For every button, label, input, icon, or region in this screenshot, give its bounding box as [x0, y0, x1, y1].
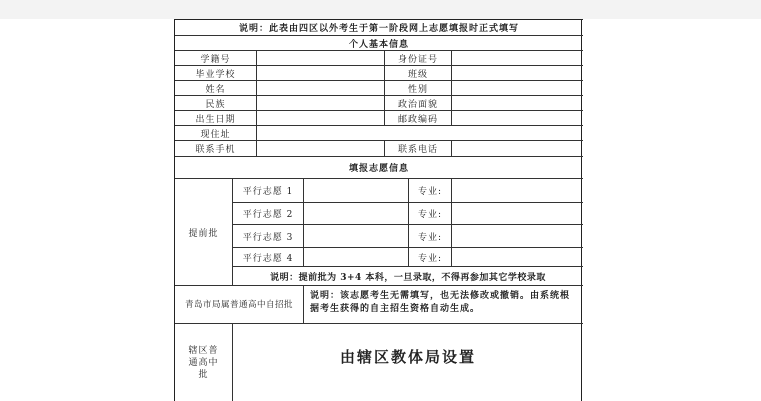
choice-3-major-label: 专业: [409, 225, 452, 248]
form-instruction: 说明：此表由四区以外考生于第一阶段网上志愿填报时正式填写 [175, 19, 583, 36]
choice-3-school[interactable] [304, 225, 409, 248]
label-phone: 联系电话 [385, 141, 452, 157]
value-id-number[interactable] [452, 51, 583, 66]
label-mobile: 联系手机 [175, 141, 257, 157]
section-title-wishes: 填报志愿信息 [175, 157, 583, 179]
value-address[interactable] [257, 126, 583, 141]
label-school: 毕业学校 [175, 66, 257, 81]
choice-4-school[interactable] [304, 248, 409, 267]
choice-2-label: 平行志愿 2 [233, 203, 304, 225]
value-class[interactable] [452, 66, 583, 81]
choice-1-major-label: 专业: [409, 179, 452, 203]
viewer-top-bar [0, 0, 761, 19]
value-phone[interactable] [452, 141, 583, 157]
self-recruit-note: 说明：该志愿考生无需填写，也无法修改或撤销。由系统根据考生获得的自主招生资格自动生成。 [304, 286, 583, 324]
value-mobile[interactable] [257, 141, 385, 157]
label-district-batch: 辖区普通高中批 [175, 324, 233, 401]
form-table [174, 19, 582, 401]
label-id-number: 身份证号 [385, 51, 452, 66]
district-batch-text: 由辖区教体局设置 [339, 348, 476, 366]
value-political-status[interactable] [452, 96, 583, 111]
choice-1-school[interactable] [304, 179, 409, 203]
choice-3-label: 平行志愿 3 [233, 225, 304, 248]
label-early-batch: 提前批 [175, 179, 233, 286]
label-student-id: 学籍号 [175, 51, 257, 66]
value-student-id[interactable] [257, 51, 385, 66]
choice-2-major-label: 专业: [409, 203, 452, 225]
value-gender[interactable] [452, 81, 583, 96]
label-name: 姓名 [175, 81, 257, 96]
label-ethnicity: 民族 [175, 96, 257, 111]
choice-1-major[interactable] [452, 179, 583, 203]
label-postal-code: 邮政编码 [385, 111, 452, 126]
choice-1-label: 平行志愿 1 [233, 179, 304, 203]
label-self-recruit: 青岛市局属普通高中自招批 [175, 286, 304, 324]
label-gender: 性别 [385, 81, 452, 96]
value-name[interactable] [257, 81, 385, 96]
choice-4-major-label: 专业: [409, 248, 452, 267]
value-school[interactable] [257, 66, 385, 81]
choice-4-label: 平行志愿 4 [233, 248, 304, 267]
choice-2-school[interactable] [304, 203, 409, 225]
label-political-status: 政治面貌 [385, 96, 452, 111]
label-address: 现住址 [175, 126, 257, 141]
label-birth-date: 出生日期 [175, 111, 257, 126]
early-batch-note: 说明：提前批为 3+4 本科，一旦录取，不得再参加其它学校录取 [233, 267, 583, 286]
choice-4-major[interactable] [452, 248, 583, 267]
section-title-personal: 个人基本信息 [175, 36, 583, 51]
choice-2-major[interactable] [452, 203, 583, 225]
choice-3-major[interactable] [452, 225, 583, 248]
label-class: 班级 [385, 66, 452, 81]
value-postal-code[interactable] [452, 111, 583, 126]
value-birth-date[interactable] [257, 111, 385, 126]
value-ethnicity[interactable] [257, 96, 385, 111]
application-form [174, 19, 584, 401]
